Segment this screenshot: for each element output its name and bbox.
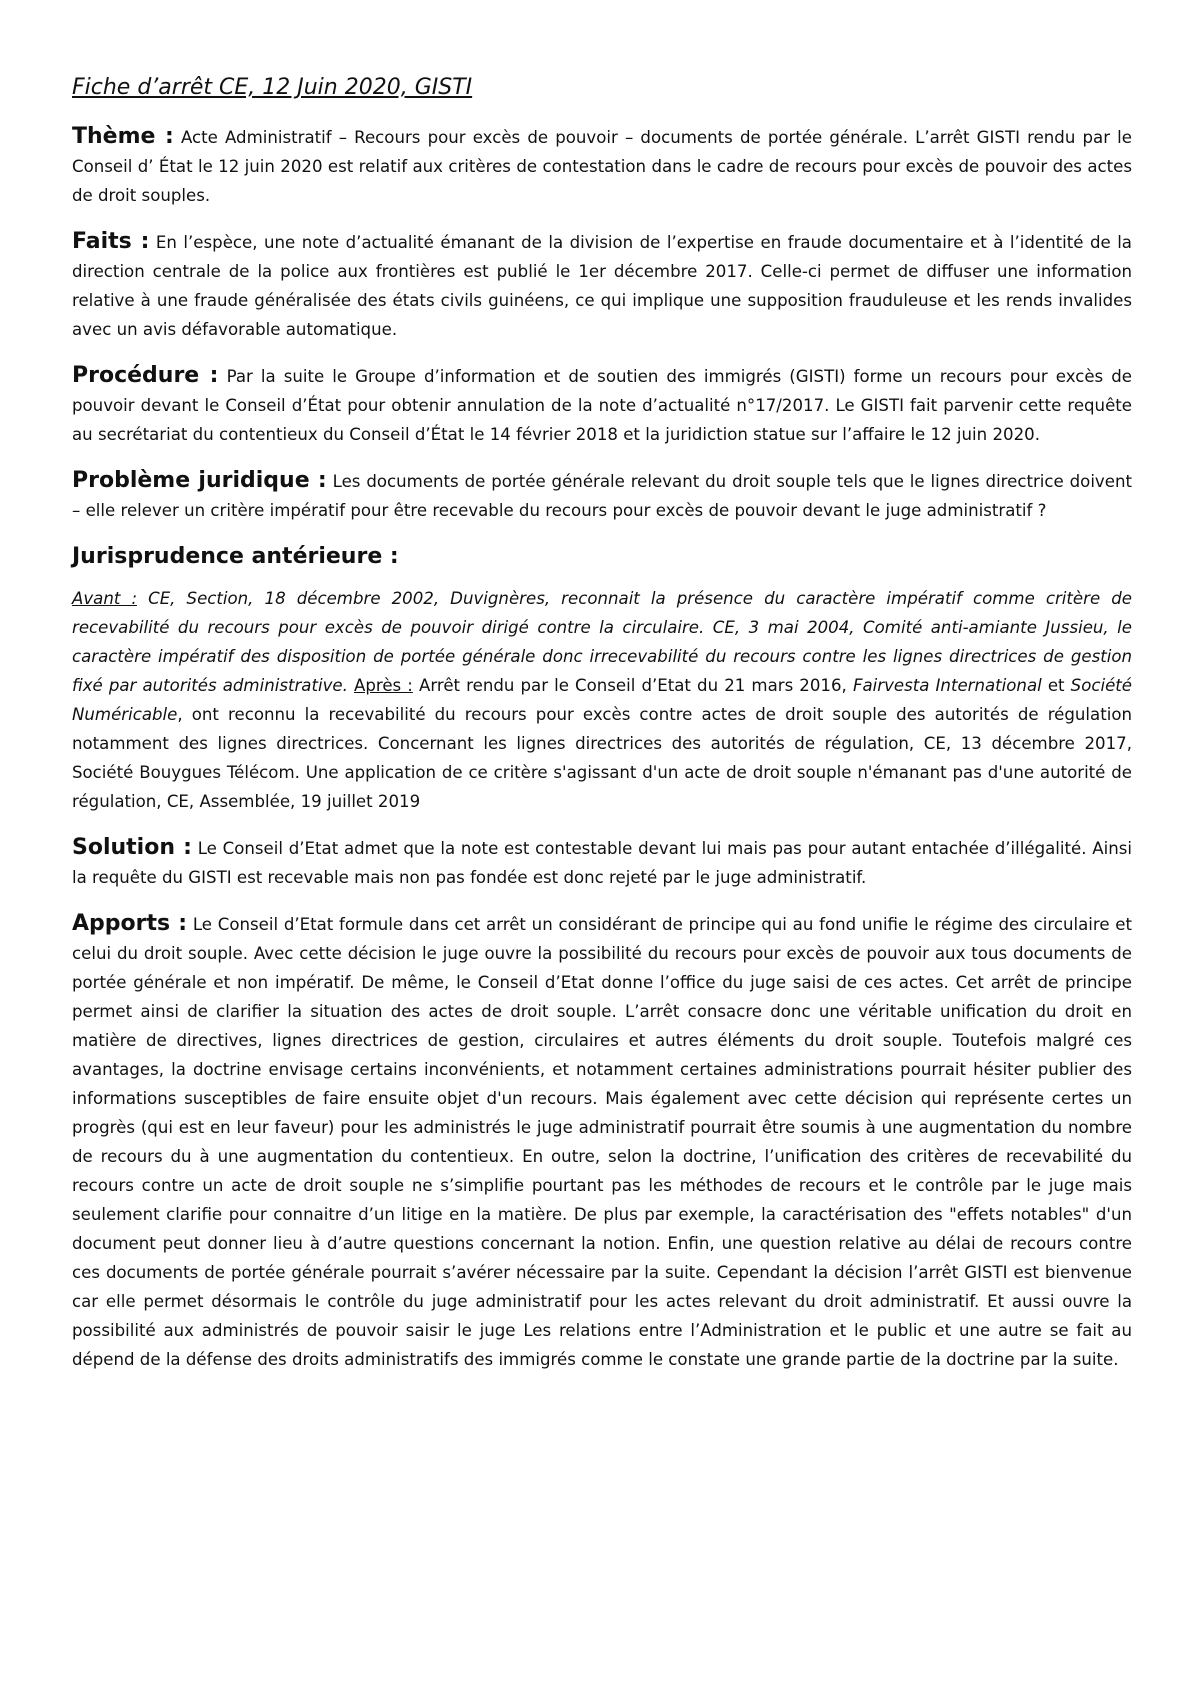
section-theme xyxy=(72,122,1132,210)
jurisprudence-heading: Jurisprudence antérieure : xyxy=(72,544,399,569)
apres-case-2: Société Numéricable xyxy=(72,676,1133,724)
faits-text: En l’espèce, une note d’actualité émanant de la division de l’expertise en fraude documentaire et à l’identité de la direction centrale de la police aux frontières est publié le 1er décembre 2017. Celle-ci permet de diffuser une information relative à une fraude généralisée des états civils guinéens, ce qui implique une supposition frauduleuse et les rends invalides avec un avis défavorable automatique. xyxy=(72,233,1132,339)
section-probleme xyxy=(72,466,1132,525)
avant-text: CE, Section, 18 décembre 2002, Duvignères, reconnait la présence du caractère impératif comme critère de recevabilité du recours pour excès de pouvoir dirigé contre la circulaire. CE, 3 mai 2004, Comité anti-amiante Jussieu, le caractère impératif des disposition de portée générale donc irrecevabilité du recours contre les lignes directrices de gestion fixé par autorités administrative. xyxy=(72,589,1132,695)
document-title: Fiche d’arrêt CE, 12 Juin 2020, GISTI xyxy=(72,75,473,100)
section-jurisprudence xyxy=(72,584,1132,816)
theme-label: Thème : xyxy=(72,124,174,149)
apres-text-2: , ont reconnu la recevabilité du recours pour excès contre actes de droit souple des autorités de régulation notamment des lignes directrices. Concernant les lignes directrices des autorités de régulation, CE, 13 décembre 2017, Société Bouygues Télécom. Une application de ce critère s'agissant d'un acte de droit souple n'émanant pas d'une autorité de régulation, CE, Assemblée, 19 juillet 2019 xyxy=(72,705,1132,811)
solution-label: Solution : xyxy=(72,835,192,860)
apports-label: Apports : xyxy=(72,911,188,936)
apres-label: Après : xyxy=(354,676,413,695)
procedure-text: Par la suite le Groupe d’information et de soutien des immigrés (GISTI) forme un recours pour excès de pouvoir devant le Conseil d’État pour obtenir annulation de la note d’actualité n°17/2017. Le GISTI fait parvenir cette requête au secrétariat du contentieux du Conseil d’État le 14 février 2018 et la juridiction statue sur l’affaire le 12 juin 2020. xyxy=(72,367,1133,444)
section-solution xyxy=(72,833,1132,892)
probleme-text: Les documents de portée générale relevant du droit souple tels que le lignes directrice doivent – elle relever un critère impératif pour être recevable du recours pour excès de pouvoir devant le juge administratif ? xyxy=(72,472,1132,520)
apports-text: Le Conseil d’Etat formule dans cet arrêt un considérant de principe qui au fond unifie le régime des circulaire et celui du droit souple. Avec cette décision le juge ouvre la possibilité du recours pour excès de pouvoir aux tous documents de portée générale et non impératif. De même, le Conseil d’Etat donne l’office du juge saisi de ces actes. Cet arrêt de principe permet ainsi de clarifier la situation des actes de droit souple. L’arrêt consacre donc une véritable unification du droit en matière de directives, lignes directrices de gestion, circulaires et autres éléments du droit souple. Toutefois malgré ces avantages, la doctrine envisage certains inconvénients, et notamment certaines administrations pourrait hésiter publier des informations susceptibles de faire ensuite objet d'un recours. Mais également avec cette décision qui représente certes un progrès (qui est en leur faveur) pour les administrés le juge administratif pourrait être soumis à une augmentation du nombre de recours du à une augmentation du contentieux. En outre, selon la doctrine, l’unification des critères de recevabilité du recours contre un acte de droit souple ne s’simplifie pourtant pas les méthodes de recours et le contrôle par le juge mais seulement clarifie pour connaitre d’un litige en la matière. De plus par exemple, la caractérisation des "effets notables" d'un document peut donner lieu à d’autre questions concernant la notion. Enfin, une question relative au délai de recours contre ces documents de portée générale pourrait s’avérer nécessaire par la suite. Cependant la décision l’arrêt GISTI est bienvenue car elle permet désormais le contrôle du juge administratif pour les actes relevant du droit administratif. Et aussi ouvre la possibilité aux administrés de pouvoir saisir le juge Les relations entre l’Administration et le public et une autre se fait au dépend de la défense des droits administratifs des immigrés comme le constate une grande partie de la doctrine par la suite. xyxy=(72,915,1132,1369)
avant-label: Avant : xyxy=(72,589,138,608)
apres-text-1: Arrêt rendu par le Conseil d’Etat du 21 mars 2016, xyxy=(419,676,847,695)
faits-label: Faits : xyxy=(72,229,150,254)
procedure-label: Procédure : xyxy=(72,363,219,388)
probleme-label: Problème juridique : xyxy=(72,468,327,493)
apres-and: et xyxy=(1047,676,1065,695)
section-procedure xyxy=(72,361,1132,449)
section-apports xyxy=(72,909,1132,1374)
apres-case-1: Fairvesta International xyxy=(852,676,1042,695)
theme-text: Acte Administratif – Recours pour excès de pouvoir – documents de portée générale. L’arrêt GISTI rendu par le Conseil d’ État le 12 juin 2020 est relatif aux critères de contestation dans le cadre de recours pour excès de pouvoir des actes de droit souples. xyxy=(72,128,1132,205)
section-faits xyxy=(72,227,1132,344)
solution-text: Le Conseil d’Etat admet que la note est contestable devant lui mais pas pour autant entachée d’illégalité. Ainsi la requête du GISTI est recevable mais non pas fondée est donc rejeté par le juge administratif. xyxy=(72,839,1133,887)
